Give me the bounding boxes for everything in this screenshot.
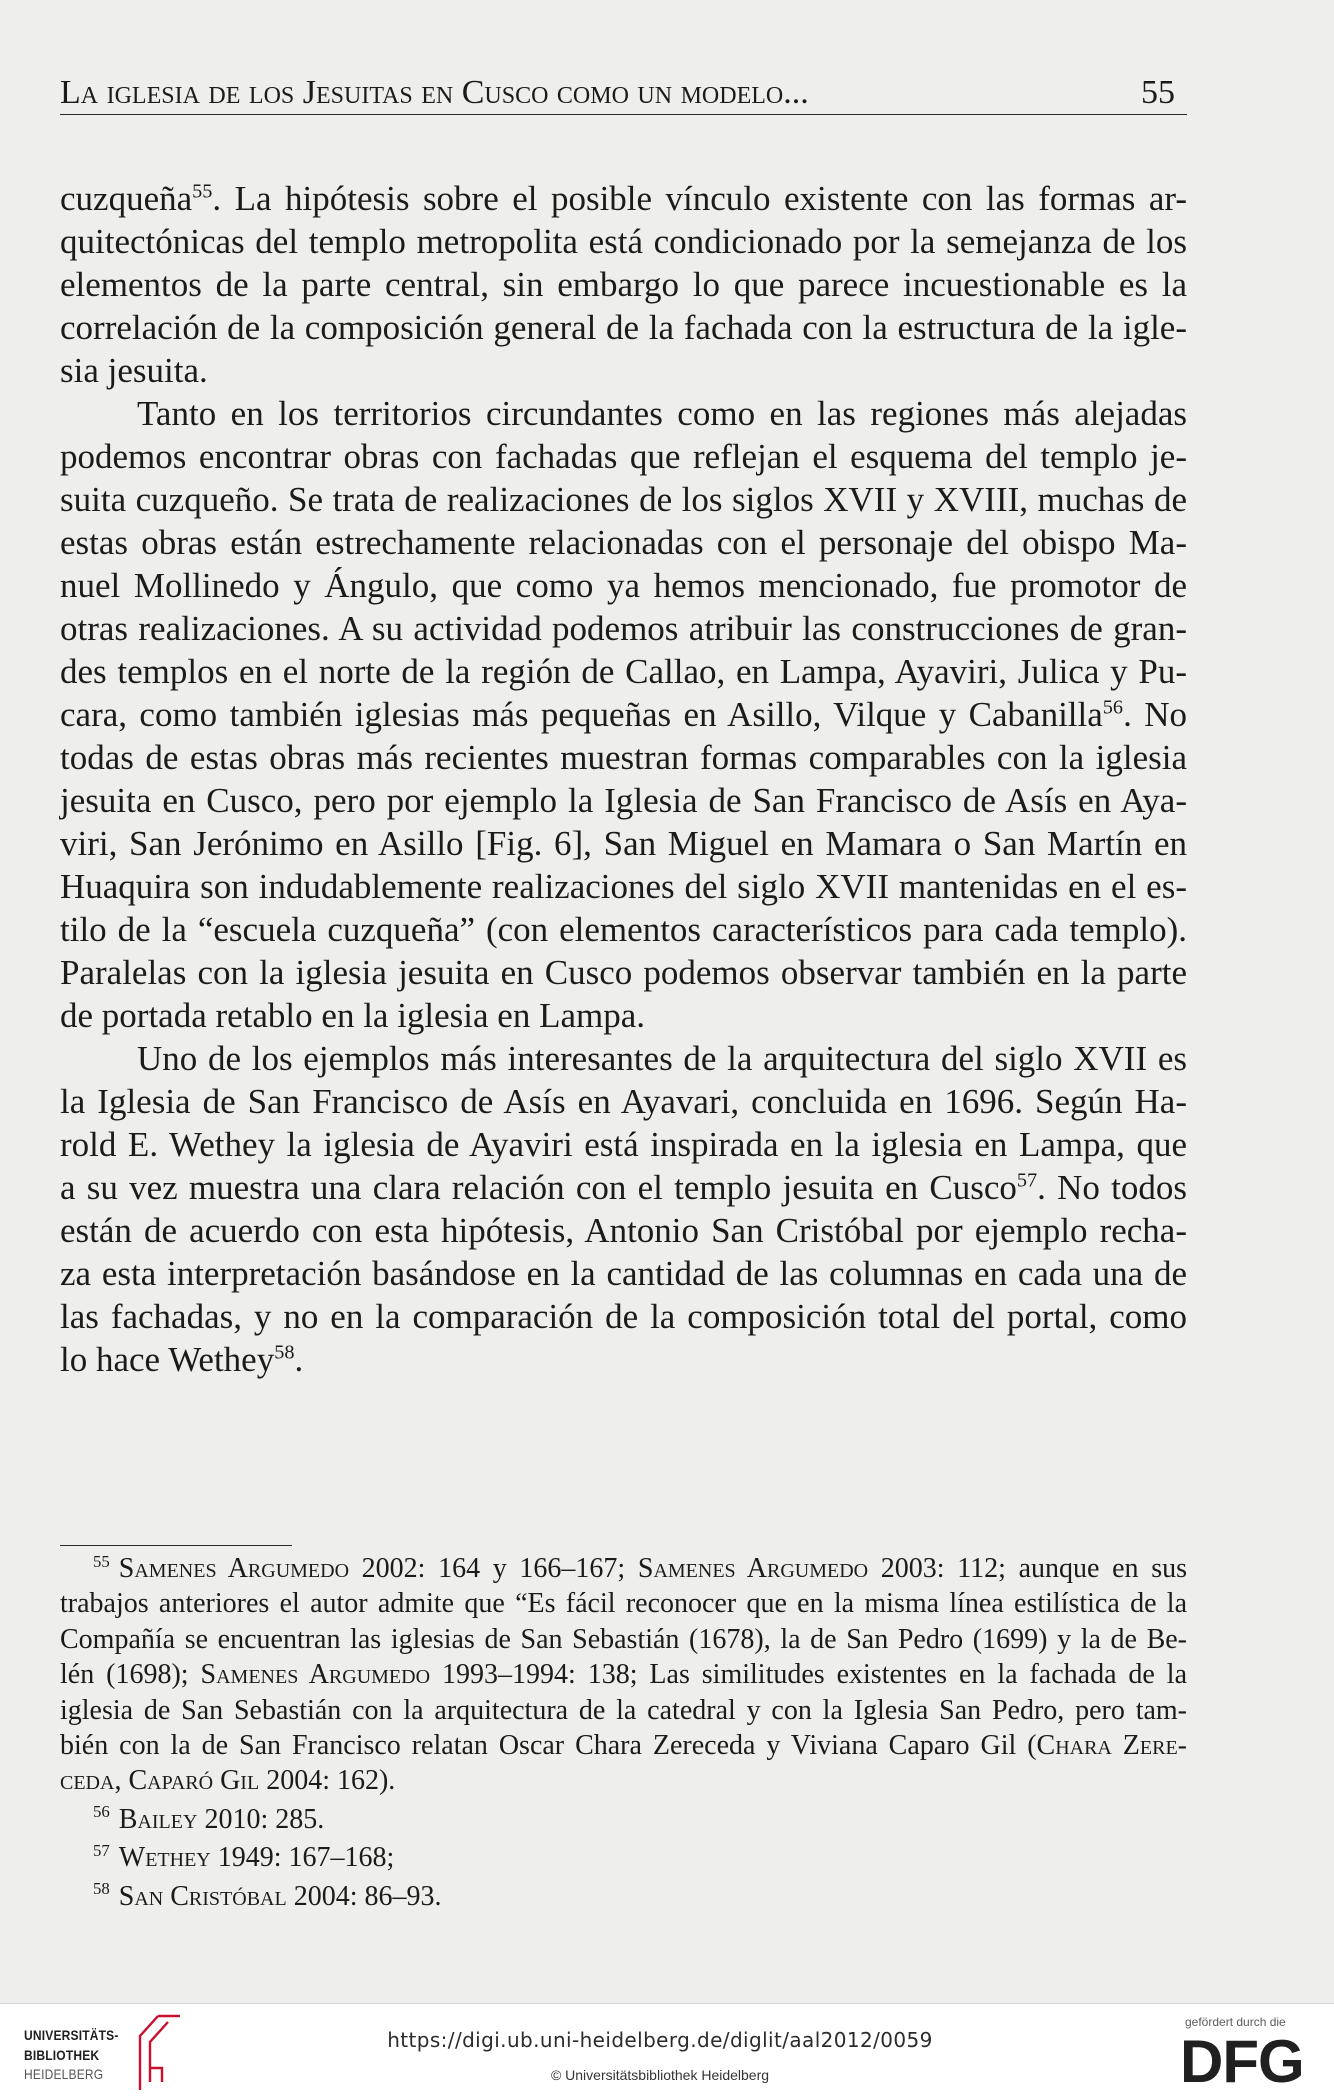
footnote [60, 1551, 1187, 1799]
funding-note: gefördert durch die [1185, 2015, 1286, 2029]
text-run: des templos en el norte de la región de Callao, en Lampa, Ayaviri, Julica y Pu- [60, 652, 1187, 691]
line-text [60, 437, 1187, 476]
text-run: las fachadas, y no en la comparación de la composición total del portal, como [60, 1297, 1187, 1336]
text-run: . No todos [1037, 1168, 1187, 1207]
text-run: Compañía se encuentran las iglesias de San Sebastián (1678), la de San Pedro (1699) y la de Be- [60, 1623, 1187, 1655]
line-text [60, 523, 1187, 562]
line-text [60, 867, 1187, 906]
line-text [60, 222, 1187, 261]
text-run: quitectónicas del templo metropolita está condicionado por la semejanza de los [60, 222, 1187, 261]
line-text [60, 910, 1187, 949]
footnote-line [60, 1763, 1187, 1798]
text-run: suita cuzqueño. Se trata de realizaciones de los siglos XVII y XVIII, muchas de [60, 480, 1187, 519]
line-text [60, 824, 1187, 863]
text-run: lo hace Wethey [60, 1340, 275, 1379]
line-text [60, 1695, 1187, 1726]
text-line [60, 693, 1187, 736]
text-run: viri, San Jerónimo en Asillo [Fig. 6], San Miguel en Mamara o San Martín en [60, 824, 1187, 863]
text-line [60, 779, 1187, 822]
text-run: 2002: 164 y 166–167; [349, 1553, 638, 1584]
text-run: 1993–1994: 138; Las similitudes existentes en la fachada de la [430, 1659, 1187, 1691]
text-run: sia jesuita. [60, 351, 208, 390]
running-title: La iglesia de los Jesuitas en Cusco como un modelo... [60, 74, 809, 111]
text-run: Tanto en los territorios circundantes como en las regiones más alejadas [137, 394, 1187, 433]
author-name: Wethey [118, 1842, 211, 1874]
text-run: trabajos anteriores el autor admite que “Es fácil reconocer que en la misma línea estilística de la [60, 1588, 1187, 1620]
text-line [60, 263, 1187, 306]
author-name: Chara Zere- [1036, 1730, 1187, 1762]
text-run: Uno de los ejemplos más interesantes de la arquitectura del siglo XVII es [137, 1039, 1187, 1078]
text-run: bién con la de San Francisco relatan Oscar Chara Zereceda y Viviana Caparo Gil ( [60, 1730, 1037, 1762]
line-text [60, 1082, 1187, 1121]
text-run: . No [1123, 695, 1187, 734]
text-line [60, 306, 1187, 349]
page-number: 55 [1141, 74, 1175, 111]
footnote [60, 1879, 1187, 1914]
author-name: Samenes Argumedo [200, 1659, 431, 1691]
line-text [60, 996, 645, 1035]
line-text [60, 480, 1187, 519]
footnote-rule [60, 1545, 292, 1546]
text-line [60, 1338, 1187, 1381]
line-text [60, 781, 1187, 820]
text-line [60, 650, 1187, 693]
line-text [60, 1168, 1187, 1207]
text-line [60, 865, 1187, 908]
footnote-reference: 57 [1016, 1169, 1038, 1192]
text-line [60, 1037, 1187, 1080]
text-run: podemos encontrar obras con fachadas que reflejan el esquema del templo je- [60, 437, 1187, 476]
text-line [60, 521, 1187, 564]
text-run: jesuita en Cusco, pero por ejemplo la Iglesia de San Francisco de Asís en Aya- [60, 781, 1187, 820]
text-line [60, 736, 1187, 779]
footnote-line [60, 1802, 1187, 1837]
dfg-logo: DFG [1180, 2028, 1304, 2095]
footnote-line [60, 1879, 1187, 1914]
text-run: lén (1698); [60, 1659, 201, 1691]
line-text [93, 1804, 324, 1835]
line-text [60, 609, 1187, 648]
line-text [60, 1254, 1187, 1293]
text-line [60, 349, 1187, 392]
line-text [60, 1765, 395, 1796]
text-line [60, 478, 1187, 521]
footnote-reference: 55 [192, 180, 213, 203]
text-run: todas de estas obras más recientes muestran formas comparables con la iglesia [60, 738, 1187, 777]
line-text [60, 1624, 1187, 1655]
text-run: están de acuerdo con esta hipótesis, Antonio San Cristóbal por ejemplo recha- [60, 1211, 1187, 1250]
copyright-notice: © Universitätsbibliothek Heidelberg [550, 2067, 770, 2083]
line-text [60, 652, 1187, 691]
text-line [60, 564, 1187, 607]
text-line [60, 1295, 1187, 1338]
text-run: . La hipótesis sobre el posible vínculo existente con las formas ar- [212, 179, 1187, 218]
footnote-reference: 58 [274, 1341, 295, 1364]
text-run: . [294, 1340, 304, 1379]
line-text [137, 1039, 1187, 1078]
text-line [60, 822, 1187, 865]
footnote [60, 1802, 1187, 1837]
author-name: Samenes Argumedo [637, 1553, 869, 1584]
text-line [60, 435, 1187, 478]
text-line [60, 1209, 1187, 1252]
paragraph [60, 177, 1187, 392]
text-run: cuzqueña [60, 179, 193, 218]
author-name: Samenes Argumedo [118, 1553, 350, 1584]
line-text [60, 566, 1187, 605]
footnote-reference: 56 [1102, 696, 1124, 719]
paragraph [60, 392, 1187, 1037]
author-name: Bailey [118, 1803, 198, 1835]
line-text [60, 179, 1187, 218]
text-run: elementos de la parte central, sin embargo lo que parece incuestionable es la [60, 265, 1187, 304]
text-line [60, 177, 1187, 220]
body-text [60, 177, 1187, 1381]
text-run: Paralelas con la iglesia jesuita en Cusco podemos observar también en la parte [60, 953, 1187, 992]
text-line [60, 908, 1187, 951]
footnote-line [60, 1693, 1187, 1728]
text-run: 2004: 86–93. [286, 1880, 442, 1912]
footnotes [60, 1551, 1187, 1914]
footnote-line [60, 1657, 1187, 1692]
footnote-number: 55 [93, 1551, 110, 1571]
library-name [24, 2026, 119, 2085]
line-text [60, 265, 1187, 304]
line-text [93, 1553, 1187, 1584]
text-run: 2010: 285. [197, 1803, 325, 1835]
footnote-number: 57 [93, 1840, 110, 1860]
text-line [60, 220, 1187, 263]
line-text [60, 1125, 1187, 1164]
line-text [60, 738, 1187, 777]
footnote-number: 58 [93, 1879, 110, 1899]
text-run: 2003: 112; aunque en sus [868, 1553, 1187, 1584]
running-header [60, 72, 1187, 115]
text-run: otras realizaciones. A su actividad podemos atribuir las construcciones de gran- [60, 609, 1187, 648]
line-text [60, 308, 1187, 347]
author-name: ceda, Caparó Gil [60, 1765, 260, 1797]
footnote-line [60, 1622, 1187, 1657]
line-text [60, 953, 1187, 992]
text-line [60, 1166, 1187, 1209]
footnote-line [60, 1551, 1187, 1586]
text-line [60, 392, 1187, 435]
text-line [60, 1252, 1187, 1295]
text-run: 1949: 167–168; [210, 1842, 395, 1874]
text-run: rold E. Wethey la iglesia de Ayaviri está inspirada en la iglesia en Lampa, que [60, 1125, 1187, 1164]
line-text [60, 695, 1187, 734]
library-name-line: UNIVERSITÄTS- [24, 2027, 119, 2043]
viewer-footer [0, 2003, 1334, 2100]
text-line [60, 994, 1187, 1037]
footnote-number: 56 [93, 1802, 110, 1822]
line-text [60, 1588, 1187, 1619]
text-line [60, 951, 1187, 994]
text-run: za esta interpretación basándose en la cantidad de las columnas en cada una de [60, 1254, 1187, 1293]
text-run: correlación de la composición general de la fachada con la estructura de la igle- [60, 308, 1187, 347]
text-run: Huaquira son indudablemente realizaciones del siglo XVII mantenidas en el es- [60, 867, 1187, 906]
footnote-line [60, 1728, 1187, 1763]
line-text [60, 351, 208, 390]
line-text [60, 1340, 303, 1379]
ub-heidelberg-logo-icon [128, 2012, 182, 2092]
line-text [137, 394, 1187, 433]
text-run: a su vez muestra una clara relación con el templo jesuita en Cusco [60, 1168, 1017, 1207]
footnote [60, 1840, 1187, 1875]
text-line [60, 1123, 1187, 1166]
footnote-line [60, 1840, 1187, 1875]
permalink-url[interactable]: https://digi.ub.uni-heidelberg.de/diglit/aal2012/0059 [387, 2028, 933, 2052]
line-text [93, 1842, 394, 1873]
text-run: 2004: 162). [259, 1765, 396, 1797]
line-text [93, 1881, 441, 1912]
text-run: tilo de la “escuela cuzqueña” (con elementos característicos para cada templo). [60, 910, 1187, 949]
text-line [60, 1080, 1187, 1123]
text-run: iglesia de San Sebastián con la arquitectura de la catedral y con la Iglesia San Pedro, pero tam- [60, 1694, 1187, 1726]
line-text [60, 1297, 1187, 1336]
text-run: de portada retablo en la iglesia en Lampa. [60, 996, 646, 1035]
text-run: estas obras están estrechamente relacionadas con el personaje del obispo Ma- [60, 523, 1187, 562]
line-text [60, 1730, 1187, 1761]
text-run: nuel Mollinedo y Ángulo, que como ya hemos mencionado, fue promotor de [60, 566, 1187, 605]
paragraph [60, 1037, 1187, 1381]
line-text [60, 1659, 1187, 1690]
text-line [60, 607, 1187, 650]
library-name-line: BIBLIOTHEK [24, 2046, 100, 2063]
text-run: cara, como también iglesias más pequeñas en Asillo, Vilque y Cabanilla [60, 695, 1103, 734]
line-text [60, 1211, 1187, 1250]
text-run: la Iglesia de San Francisco de Asís en Ayavari, concluida en 1696. Según Ha- [60, 1082, 1187, 1121]
library-name-line: HEIDELBERG [24, 2066, 104, 2082]
footnote-line [60, 1586, 1187, 1621]
author-name: San Cristóbal [118, 1880, 287, 1912]
